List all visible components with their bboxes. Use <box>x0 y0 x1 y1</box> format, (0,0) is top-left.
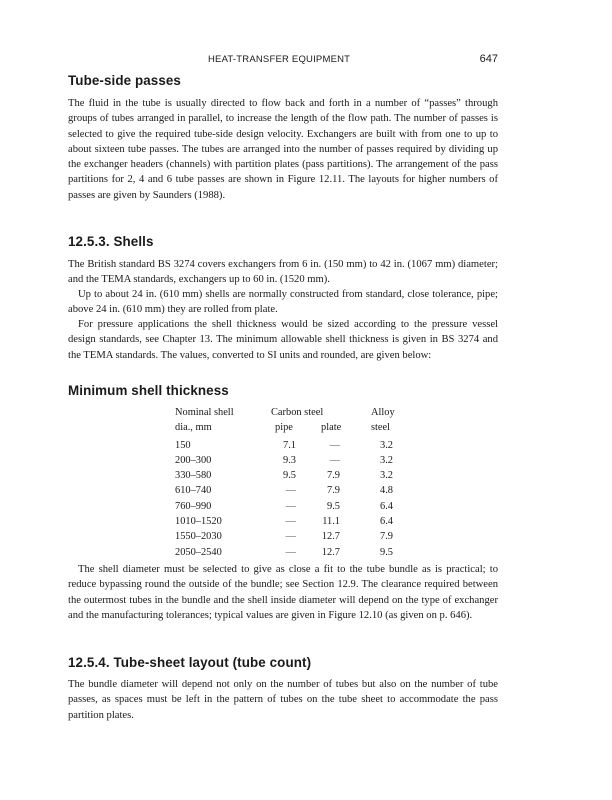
table-header-cell: pipe <box>275 422 293 434</box>
paragraph-shells-2: Up to about 24 in. (610 mm) shells are normally constructed from standard, close tolerance, pipe; above 24 in. (610 mm) they are rolled from plate. <box>68 289 498 316</box>
table-cell-plate: — <box>329 454 340 466</box>
table-cell-plate: — <box>329 439 340 451</box>
table-row <box>175 547 405 562</box>
table-cell-pipe: 9.3 <box>283 454 296 466</box>
paragraph-tube-sheet: The bundle diameter will depend not only on the number of tubes but also on the number of tube passes, as spaces must be left in the pattern of tubes on the tube sheet to accommodate the pass partition plates. <box>68 679 498 721</box>
paragraph-shells-1: The British standard BS 3274 covers exchangers from 6 in. (150 mm) to 42 in. (1067 mm) diameter; and the TEMA standards, exchangers up to 60 in. (1520 mm). <box>68 259 498 286</box>
table-cell-dia: 330–580 <box>175 470 212 482</box>
table-cell-dia: 1010–1520 <box>175 516 222 528</box>
table-cell-alloy: 4.8 <box>380 485 393 497</box>
table-row <box>175 470 405 485</box>
table-cell-pipe: — <box>285 531 296 543</box>
heading-tube-sheet-layout: 12.5.4. Tube-sheet layout (tube count) <box>68 655 312 670</box>
table-cell-plate: 12.7 <box>321 531 340 543</box>
table-cell-plate: 11.1 <box>322 516 340 528</box>
table-cell-plate: 9.5 <box>327 500 340 512</box>
table-row <box>175 516 405 531</box>
table-cell-dia: 2050–2540 <box>175 546 222 558</box>
table-cell-plate: 7.9 <box>327 470 340 482</box>
table-header-cell: Carbon steel <box>271 407 324 418</box>
table-cell-alloy: 6.4 <box>380 500 393 512</box>
table-header-cell: plate <box>321 422 342 434</box>
shell-thickness-table <box>175 407 405 562</box>
table-cell-pipe: 7.1 <box>283 439 296 451</box>
table-cell-plate: 12.7 <box>321 546 340 558</box>
paragraph-shell-diameter: The shell diameter must be selected to give as close a fit to the tube bundle as is practical; to reduce bypassing round the outside of the bundle; see Section 12.9. The clearance required between the outermost tubes in the bundle and the shell inside diameter will depend on the type of exchanger and the manufacturing tolerances; typical values are given in Figure 12.10 (as given on p. 646). <box>68 564 498 621</box>
running-head <box>68 54 498 68</box>
table-cell-pipe: — <box>285 500 296 512</box>
table-header-cell: Nominal shell <box>175 407 234 418</box>
table-header-cell: dia., mm <box>175 422 212 434</box>
table-cell-pipe: 9.5 <box>283 470 296 482</box>
table-header-cell: steel <box>371 422 391 434</box>
table-cell-dia: 1550–2030 <box>175 531 222 543</box>
table-row <box>175 440 405 455</box>
heading-tube-side-passes: Tube-side passes <box>68 73 181 88</box>
table-row <box>175 531 405 546</box>
table-row <box>175 501 405 516</box>
table-cell-plate: 7.9 <box>327 485 340 497</box>
table-cell-dia: 200–300 <box>175 454 212 466</box>
table-cell-alloy: 6.4 <box>380 516 393 528</box>
table-cell-alloy: 3.2 <box>380 439 393 451</box>
table-cell-dia: 760–990 <box>175 500 212 512</box>
paragraph-tube-side: The fluid in the tube is usually directed to flow back and forth in a number of “passes” through groups of tubes arranged in parallel, to increase the length of the flow path. The number of passes is selected to give the required tube-side design velocity. Exchangers are built with from one to up to about sixteen tube passes. The tubes are arranged into the number of passes required by dividing up the exchanger headers (channels) with partition plates (pass partitions). The arrangement of the pass partitions for 2, 4 and 6 tube passes are shown in Figure 12.11. The layouts for higher numbers of passes are given by Saunders (1988). <box>68 98 498 201</box>
table-header-row <box>175 422 405 437</box>
table-row <box>175 455 405 470</box>
table-cell-pipe: — <box>285 485 296 497</box>
running-head-title: HEAT-TRANSFER EQUIPMENT <box>208 54 351 65</box>
table-cell-alloy: 3.2 <box>380 470 393 482</box>
heading-shells: 12.5.3. Shells <box>68 234 154 249</box>
paragraph-shells-3: For pressure applications the shell thickness would be sized according to the pressure vessel design standards, see Chapter 13. The minimum allowable shell thickness is given in BS 3274 and the TEMA standards. The values, converted to SI units and rounded, are given below: <box>68 319 498 361</box>
page-number: 647 <box>479 53 498 65</box>
table-cell-dia: 610–740 <box>175 485 212 497</box>
table-header-cell: Alloy <box>371 407 395 418</box>
table-cell-pipe: — <box>285 546 296 558</box>
heading-minimum-shell-thickness: Minimum shell thickness <box>68 383 229 398</box>
table-cell-alloy: 9.5 <box>380 546 393 558</box>
table-cell-alloy: 3.2 <box>380 454 393 466</box>
table-row <box>175 485 405 500</box>
table-cell-alloy: 7.9 <box>380 531 393 543</box>
table-cell-pipe: — <box>285 516 296 528</box>
table-header-row <box>175 407 405 422</box>
table-cell-dia: 150 <box>175 439 191 451</box>
